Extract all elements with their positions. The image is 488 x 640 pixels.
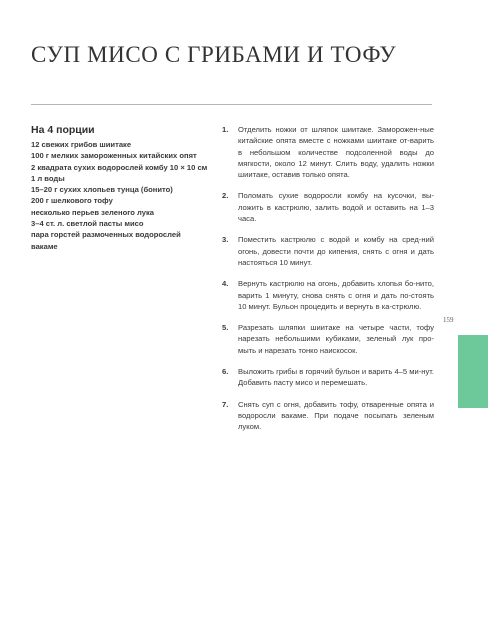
servings-heading: На 4 порции bbox=[31, 124, 95, 136]
method-steps bbox=[222, 124, 434, 443]
ingredient-item: пара горстей размоченных водорослей bbox=[31, 230, 181, 240]
step-number: 5. bbox=[222, 323, 229, 333]
step-number: 7. bbox=[222, 399, 229, 409]
step-text: Снять суп с огня, добавить тофу, отваренные опята и водоросли вакаме. При подаче посыпать зеленым луком. bbox=[238, 399, 434, 432]
ingredient-item: 15–20 г сухих хлопьев тунца (бонито) bbox=[31, 185, 173, 195]
step-number: 2. bbox=[222, 191, 229, 201]
step-number: 3. bbox=[222, 235, 229, 245]
chapter-tab bbox=[458, 335, 488, 408]
step-item bbox=[222, 322, 434, 356]
step-number: 4. bbox=[222, 279, 229, 289]
step-number: 6. bbox=[222, 367, 229, 377]
ingredient-item: 100 г мелких замороженных китайских опят bbox=[31, 151, 197, 161]
ingredient-item: 12 свежих грибов шиитаке bbox=[31, 140, 132, 149]
ingredients-block bbox=[31, 124, 211, 252]
step-text: Отделить ножки от шляпок шиитаке. Заморожен-ные китайские опята вместе с ножками шиитаке от-варить в небольшом количестве подсоленной воды до мягкости, около 12 минут. Слить воду, удалить ножки шиитаке, оставив только опята. bbox=[238, 125, 434, 180]
step-text: Поместить кастрюлю с водой и комбу на сред-ний огонь, довести почти до кипения, снять с огня и дать настояться 10 минут. bbox=[238, 235, 434, 267]
ingredient-item: несколько перьев зеленого лука bbox=[31, 207, 154, 217]
ingredient-list bbox=[31, 139, 211, 252]
ingredient-item: 2 квадрата сухих водорослей комбу 10 × 10 см bbox=[31, 162, 208, 172]
step-text: Поломать сухие водоросли комбу на кусочки, вы-ложить в кастрюлю, залить водой и оставить на 1–3 часа. bbox=[238, 191, 434, 224]
step-item bbox=[222, 399, 434, 433]
ingredient-item: 200 г шелкового тофу bbox=[31, 196, 113, 206]
ingredient-item: 3–4 ст. л. светлой пасты мисо bbox=[31, 219, 144, 229]
step-item bbox=[222, 190, 434, 224]
step-text: Разрезать шляпки шиитаке на четыре части, тофу нарезать небольшими кубиками, зеленый лук про-мыть и нарезать тонко наискосок. bbox=[238, 323, 434, 355]
step-item bbox=[222, 366, 434, 389]
step-item bbox=[222, 234, 434, 268]
title-divider bbox=[31, 104, 432, 105]
step-number: 1. bbox=[222, 125, 229, 134]
ingredient-item: 1 л воды bbox=[31, 173, 65, 183]
step-text: Вернуть кастрюлю на огонь, добавить хлопья бо-нито, варить 1 минуту, снова снять с огня и дать по-стоять 10 минут. Бульон процедить и вернуть в ка-стрюлю. bbox=[238, 279, 434, 311]
ingredient-item: вакаме bbox=[31, 241, 58, 251]
page-title: СУП МИСО С ГРИБАМИ И ТОФУ bbox=[31, 42, 397, 67]
page-number: 159 bbox=[443, 316, 454, 324]
step-item bbox=[222, 124, 434, 180]
step-text: Выложить грибы в горячий бульон и варить 4–5 ми-нут. Добавить пасту мисо и перемешать. bbox=[238, 367, 434, 388]
step-item bbox=[222, 278, 434, 312]
